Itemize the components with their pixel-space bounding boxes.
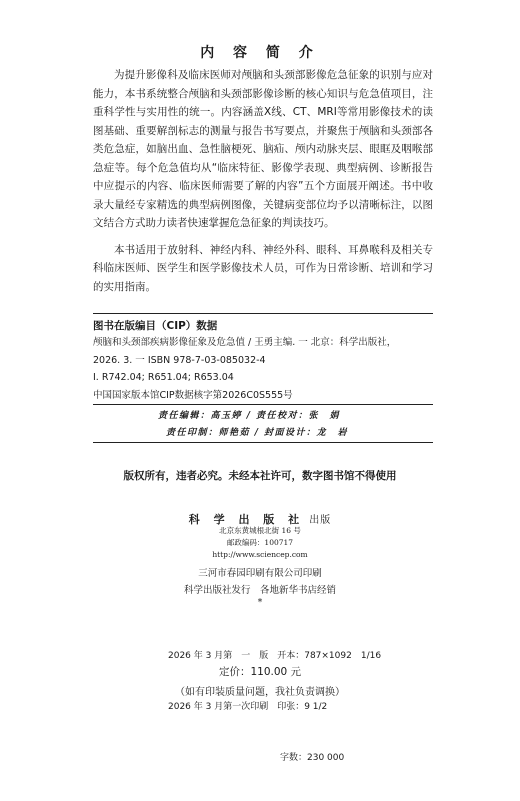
staff-line: 责任印制：师艳茹 / 封面设计：龙 岩 [166,428,349,438]
quality-note: （如有印装质量问题，我社负责调换） [175,687,345,698]
divider [93,404,433,405]
cip-line: 颅脑和头颈部疾病影像征象及危急值 / 王勇主编. 一 北京：科学出版社， [93,337,397,348]
page-title: 内 容 简 介 [200,45,320,61]
staff-line: 责任编辑：高玉婷 / 责任校对：张 娟 [158,411,341,421]
cip-line: 2026. 3. 一 ISBN 978-7-03-085032-4 [93,354,266,366]
summary-paragraph: 为提升影像科及临床医师对颅脑和头颈部影像危急征象的识别与应对能力，本书系统整合颅脑和头颈部影像诊断的核心知识与危急值项目，注重科学性与实用性的统一。内容涵盖X线、CT、MRI等常用影像技术的读图基础、重要解剖标志的测量与报告书写要点，并聚焦于颅脑和头颈部各类危急症，如脑出血、急性脑梗死、脑疝、颅内动脉夹层、眼眶及咽喉部急症等。每个危急值均从“临床特征、影像学表现、典型病例、诊断报告中应提示的内容、临床医师需要了解的内容”五个方面展开阐述。书中收录大量经专家精选的典型病例图像，关键病变部位均予以清晰标注，以图文结合方式助力读者快速掌握危急征象的判读技巧。 [93,69,433,229]
publisher-postcode: 邮政编码：100717 [226,538,294,547]
divider [93,313,433,314]
printed-by: 三河市春园印刷有限公司印刷 [198,568,322,579]
cip-data [93,334,438,404]
printer-info [0,565,520,599]
rights-statement: 版权所有，违者必究。未经本社许可，数字图书馆不得使用 [123,470,397,482]
spec-line: 2026 年 3 月第一次印刷 印张：9 1/2 [168,702,328,712]
spec-line: 2026 年 3 月第 一 版 开本：787×1092 1/16 [168,651,382,661]
publisher-url: http://www.sciencep.com [212,550,308,559]
publisher-name: 科 学 出 版 社 [188,513,305,526]
cip-line: Ⅰ. R742.04; R651.04; R653.04 [93,372,234,383]
summary-paragraph: 本书适用于放射科、神经内科、神经外科、眼科、耳鼻喉科及相关专科临床医师、医学生和医学影像技术人员，可作为日常诊断、培训和学习的实用指南。 [93,243,433,293]
spec-line: 字数：230 000 [280,753,345,763]
publisher-suffix: 出版 [309,515,332,526]
edition-specs [168,614,381,801]
content-summary [93,66,433,296]
price: 定价：110.00 元 [218,666,302,678]
publisher-address: 北京东黄城根北街 16 号 [219,526,301,535]
separator-star: * [257,598,263,608]
distribution: 科学出版社发行 各地新华书店经销 [183,585,336,596]
cip-line: 中国国家版本馆CIP数据核字第2026C0S555号 [93,389,293,401]
divider [93,442,433,443]
responsible-staff [158,408,348,442]
cip-heading: 图书在版编目（CIP）数据 [93,320,218,332]
